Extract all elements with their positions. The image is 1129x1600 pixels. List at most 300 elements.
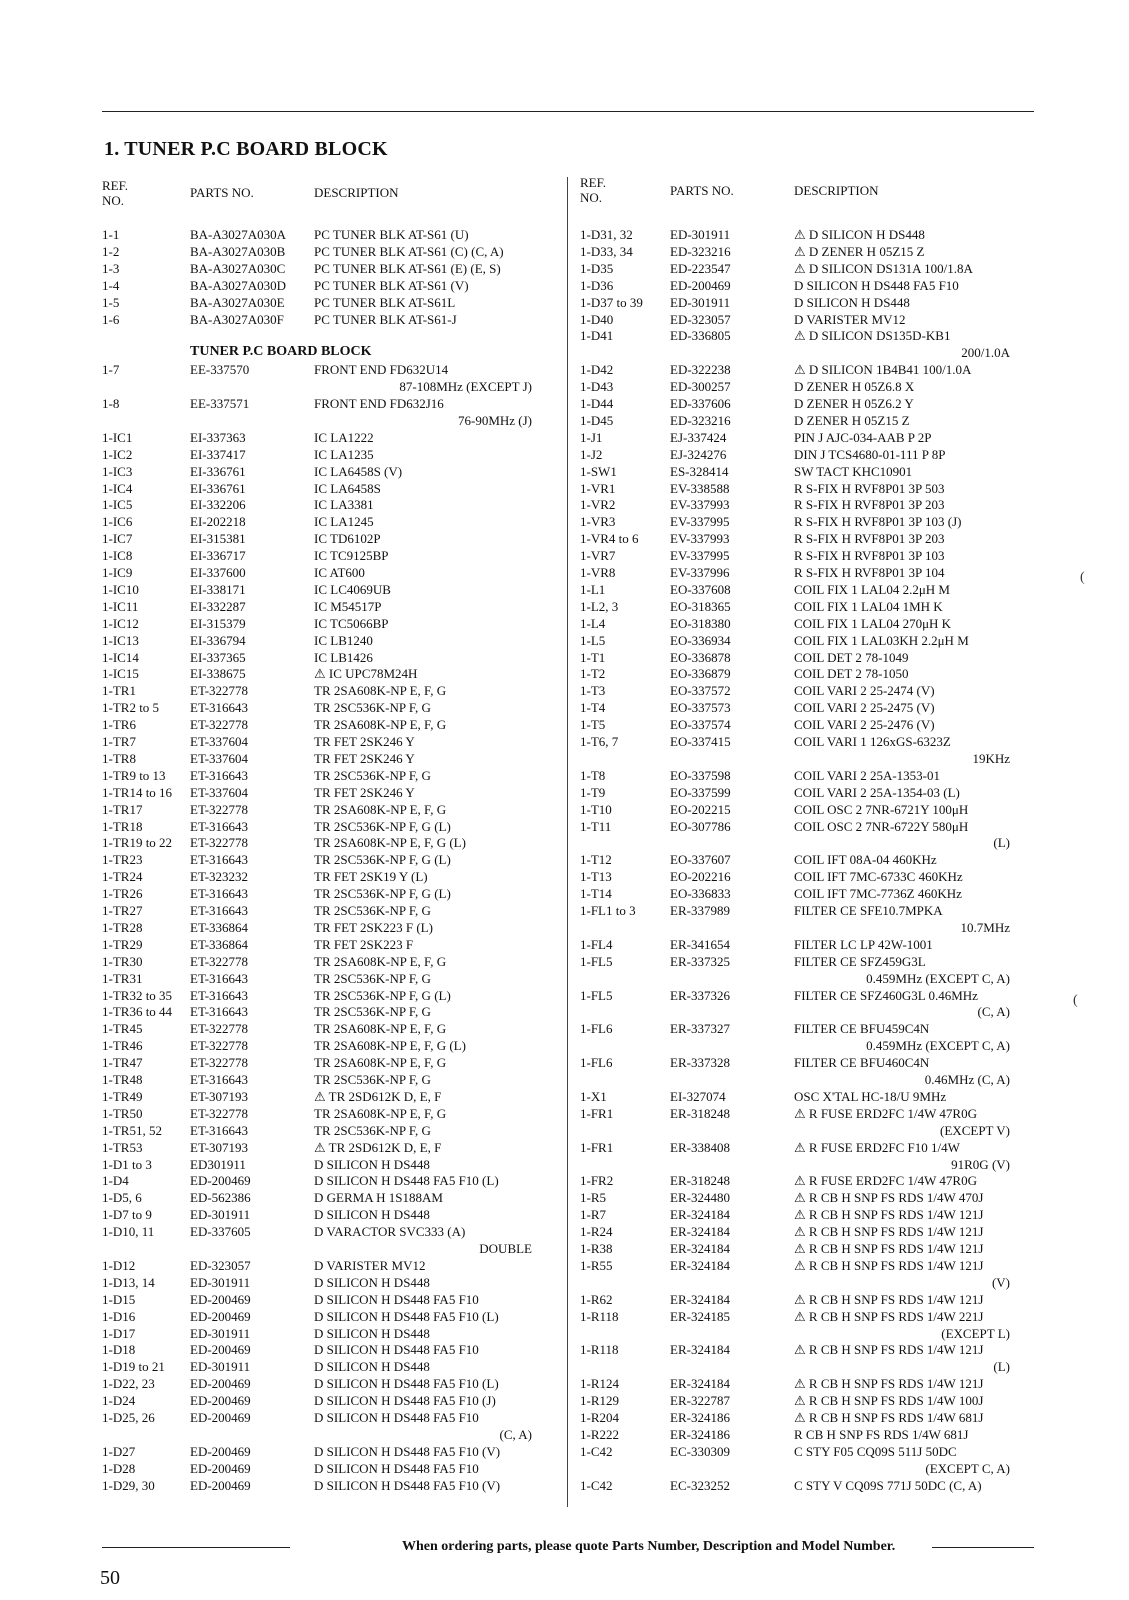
parts-row bbox=[102, 277, 532, 294]
ref-no-cell: 1-TR28 bbox=[102, 919, 143, 935]
parts-row bbox=[102, 649, 532, 666]
description-cell: COIL VARI 2 25-2474 (V) bbox=[794, 683, 935, 699]
ref-no-cell: 1-D7 to 9 bbox=[102, 1207, 152, 1223]
parts-row bbox=[580, 885, 1010, 902]
parts-row bbox=[102, 260, 532, 277]
parts-no-cell: BA-A3027A030E bbox=[190, 294, 285, 310]
parts-row bbox=[580, 615, 1010, 632]
ref-no-cell: 1-TR19 to 22 bbox=[102, 835, 173, 851]
parts-row bbox=[102, 615, 532, 632]
parts-row bbox=[102, 919, 532, 936]
parts-no-cell: ED-200469 bbox=[190, 1291, 251, 1307]
ref-no-cell: 1-TR31 bbox=[102, 970, 143, 986]
parts-no-cell: EV-337993 bbox=[670, 497, 730, 513]
description-cell: TR 2SC536K-NP F, G bbox=[314, 1072, 431, 1087]
description-cell: 0.459MHz (EXCEPT C, A) bbox=[866, 1038, 1010, 1054]
parts-no-cell: ED-323216 bbox=[670, 412, 731, 428]
parts-no-cell: ER-324480 bbox=[670, 1190, 730, 1206]
ref-no-cell: 1-VR4 to 6 bbox=[580, 531, 639, 547]
ref-no-cell: 1-D4 bbox=[102, 1173, 129, 1189]
description-cell: COIL FIX 1 LAL04 270μH K bbox=[794, 615, 952, 631]
parts-no-cell: EC-323252 bbox=[670, 1477, 730, 1493]
description-cell: IC LB1426 bbox=[314, 649, 373, 665]
description-cell: COIL VARI 2 25A-1353-01 bbox=[794, 767, 941, 783]
parts-row bbox=[580, 767, 1010, 784]
ref-no-cell: 1-TR48 bbox=[102, 1072, 143, 1087]
ref-no-cell: 1-T5 bbox=[580, 717, 606, 733]
parts-no-cell: ER-322787 bbox=[670, 1393, 730, 1409]
parts-row bbox=[580, 327, 1010, 344]
description-cell: PC TUNER BLK AT-S61 (U) bbox=[314, 227, 469, 242]
ref-no-cell: 1-SW1 bbox=[580, 463, 617, 479]
ref-no-cell: 1-D35 bbox=[580, 260, 614, 276]
description-cell: IC AT600 bbox=[314, 565, 365, 580]
parts-no-cell: ER-324184 bbox=[670, 1224, 730, 1240]
ref-no-cell: 1-D33, 34 bbox=[580, 243, 633, 259]
parts-row bbox=[580, 446, 1010, 463]
ref-no-cell: 1-D13, 14 bbox=[102, 1274, 155, 1290]
parts-row bbox=[102, 446, 532, 463]
parts-row bbox=[102, 1240, 532, 1257]
description-cell: ⚠ R CB H SNP FS RDS 1/4W 121J bbox=[794, 1342, 984, 1358]
description-cell: OSC X'TAL HC-18/U 9MHz bbox=[794, 1088, 947, 1104]
parts-no-cell: ER-337326 bbox=[670, 987, 730, 1003]
parts-no-cell: EO-336878 bbox=[670, 649, 731, 665]
parts-no-cell: BA-A3027A030C bbox=[190, 260, 286, 276]
parts-row bbox=[580, 1375, 1010, 1392]
description-cell: IC LA1235 bbox=[314, 446, 374, 462]
ref-no-cell: 1-IC12 bbox=[102, 615, 139, 631]
parts-no-cell: ET-307193 bbox=[190, 1088, 249, 1104]
parts-row bbox=[102, 1189, 532, 1206]
description-cell: TR FET 2SK223 F bbox=[314, 936, 414, 952]
ref-no-cell: 1-D29, 30 bbox=[102, 1477, 155, 1493]
parts-no-cell: ER-324186 bbox=[670, 1426, 730, 1442]
parts-row bbox=[580, 919, 1010, 936]
parts-row bbox=[580, 1223, 1010, 1240]
ref-no-cell: 1-8 bbox=[102, 396, 120, 411]
description-cell: TR 2SA608K-NP E, F, G bbox=[314, 801, 447, 817]
parts-no-cell: ED-301911 bbox=[670, 294, 731, 310]
parts-row bbox=[580, 243, 1010, 260]
parts-row bbox=[580, 598, 1010, 615]
parts-row bbox=[102, 632, 532, 649]
parts-row bbox=[102, 1392, 532, 1409]
ref-no-cell: 1-TR6 bbox=[102, 717, 136, 733]
parts-no-cell: ET-337604 bbox=[190, 734, 249, 749]
ref-no-cell: 1-3 bbox=[102, 260, 120, 276]
ref-no-cell: 1-T1 bbox=[580, 649, 606, 665]
parts-row bbox=[580, 581, 1010, 598]
parts-no-cell: ET-316643 bbox=[190, 818, 249, 834]
parts-no-cell: ET-307193 bbox=[190, 1139, 249, 1155]
parts-row bbox=[580, 480, 1010, 497]
parts-row bbox=[102, 784, 532, 801]
description-cell: PC TUNER BLK AT-S61 (E) (E, S) bbox=[314, 260, 501, 276]
description-cell: 0.459MHz (EXCEPT C, A) bbox=[866, 970, 1010, 986]
parts-no-cell: EO-318365 bbox=[670, 598, 731, 614]
parts-row bbox=[580, 987, 1010, 1004]
ref-no-cell: 1-R24 bbox=[580, 1224, 613, 1240]
description-cell: ⚠ R FUSE ERD2FC 1/4W 47R0G bbox=[794, 1173, 977, 1189]
description-cell: TR FET 2SK246 Y bbox=[314, 784, 415, 800]
parts-no-cell: EI-315379 bbox=[190, 615, 246, 631]
parts-no-cell: EO-337607 bbox=[670, 852, 731, 868]
ref-no-cell: 1-4 bbox=[102, 277, 120, 293]
parts-no-cell: ED-301911 bbox=[190, 1274, 251, 1290]
parts-row bbox=[102, 1341, 532, 1358]
parts-no-cell: EI-338675 bbox=[190, 666, 246, 682]
description-cell: TR 2SA608K-NP E, F, G bbox=[314, 683, 447, 699]
ref-no-cell: 1-IC15 bbox=[102, 666, 139, 682]
ref-no-cell: 1-TR45 bbox=[102, 1021, 143, 1037]
parts-row bbox=[102, 851, 532, 868]
ref-no-cell: 1-D37 to 39 bbox=[580, 294, 643, 310]
parts-row bbox=[102, 1071, 532, 1088]
description-cell: 19KHz bbox=[972, 750, 1010, 766]
parts-row bbox=[580, 1325, 1010, 1342]
ref-no-cell: 1-D36 bbox=[580, 277, 614, 293]
ref-no-cell: 1-T3 bbox=[580, 683, 606, 699]
ref-no-cell: 1-5 bbox=[102, 294, 120, 310]
description-cell: R S-FIX H RVF8P01 3P 203 bbox=[794, 497, 945, 513]
parts-row bbox=[580, 1392, 1010, 1409]
parts-row bbox=[102, 547, 532, 564]
parts-row bbox=[580, 1257, 1010, 1274]
description-cell: COIL FIX 1 LAL03KH 2.2μH M bbox=[794, 632, 969, 648]
description-header-left: DESCRIPTION bbox=[314, 185, 399, 200]
ref-no-cell: 1-L1 bbox=[580, 581, 606, 597]
description-cell: R S-FIX H RVF8P01 3P 503 bbox=[794, 480, 945, 496]
parts-row bbox=[102, 1426, 532, 1443]
parts-row bbox=[102, 1139, 532, 1156]
description-cell: DIN J TCS4680-01-111 P 8P bbox=[794, 446, 946, 462]
parts-row bbox=[580, 1240, 1010, 1257]
parts-no-cell: EO-337573 bbox=[670, 700, 731, 716]
parts-row bbox=[580, 496, 1010, 513]
parts-no-cell: ET-323232 bbox=[190, 869, 249, 885]
parts-row bbox=[102, 1020, 532, 1037]
parts-row bbox=[102, 936, 532, 953]
ref-no-cell: 1-R5 bbox=[580, 1190, 606, 1206]
parts-no-cell: ED-200469 bbox=[670, 277, 731, 293]
parts-no-header-left: PARTS NO. bbox=[190, 185, 254, 200]
parts-row bbox=[580, 953, 1010, 970]
description-cell: FILTER CE SFZ459G3L bbox=[794, 953, 926, 969]
parts-row bbox=[580, 1426, 1010, 1443]
ref-no-cell: 1-IC14 bbox=[102, 649, 139, 665]
description-cell: COIL IFT 7MC-7736Z 460KHz bbox=[794, 886, 962, 902]
parts-row bbox=[580, 1088, 1010, 1105]
parts-row bbox=[580, 530, 1010, 547]
parts-row bbox=[102, 1003, 532, 1020]
description-cell: DOUBLE bbox=[479, 1241, 532, 1256]
description-cell: 10.7MHz bbox=[960, 919, 1010, 935]
page-number: 50 bbox=[100, 1567, 120, 1589]
parts-no-cell: ER-324184 bbox=[670, 1257, 730, 1273]
description-cell: TR 2SA608K-NP E, F, G bbox=[314, 1055, 447, 1071]
ref-no-cell: 1-TR18 bbox=[102, 818, 143, 834]
parts-no-cell: EV-337996 bbox=[670, 565, 730, 580]
parts-no-cell: EI-336761 bbox=[190, 480, 246, 496]
parts-row bbox=[580, 1274, 1010, 1291]
parts-row bbox=[580, 716, 1010, 733]
parts-row bbox=[102, 699, 532, 716]
parts-row bbox=[102, 344, 532, 361]
description-cell: 91R0G (V) bbox=[951, 1156, 1010, 1172]
parts-row bbox=[102, 902, 532, 919]
parts-row bbox=[580, 226, 1010, 243]
parts-no-cell: ED-301911 bbox=[190, 1359, 251, 1375]
ref-no-cell: 1-IC8 bbox=[102, 548, 133, 564]
description-cell: (EXCEPT L) bbox=[941, 1325, 1010, 1341]
ref-no-cell: 1-IC1 bbox=[102, 429, 133, 445]
ref-no-cell: 1-D17 bbox=[102, 1325, 136, 1341]
parts-row bbox=[102, 294, 532, 311]
ref-no-cell: 1-R129 bbox=[580, 1393, 619, 1409]
parts-row bbox=[102, 1358, 532, 1375]
description-cell: IC TC9125BP bbox=[314, 548, 389, 564]
description-cell: D SILICON H DS448 bbox=[314, 1156, 430, 1172]
parts-row bbox=[102, 1206, 532, 1223]
ref-no-cell: 1-FL5 bbox=[580, 953, 613, 969]
parts-row bbox=[102, 1088, 532, 1105]
description-cell: C STY F05 CQ09S 511J 50DC bbox=[794, 1443, 957, 1459]
description-cell: C STY V CQ09S 771J 50DC (C, A) bbox=[794, 1477, 982, 1493]
parts-row bbox=[102, 818, 532, 835]
parts-row bbox=[102, 1156, 532, 1173]
parts-no-cell: ED-200469 bbox=[190, 1173, 251, 1189]
description-cell: IC TC5066BP bbox=[314, 615, 389, 631]
description-cell: TR 2SC536K-NP F, G bbox=[314, 903, 431, 918]
description-cell: D SILICON H DS448 bbox=[314, 1274, 430, 1290]
ref-no-cell: 1-VR2 bbox=[580, 497, 616, 513]
ref-header-line1: REF. bbox=[580, 175, 607, 190]
description-cell: R S-FIX H RVF8P01 3P 103 bbox=[794, 548, 945, 564]
description-cell: ⚠ D SILICON H DS448 bbox=[794, 227, 925, 242]
ref-header-line2: NO. bbox=[580, 190, 603, 205]
description-cell: COIL VARI 2 25A-1354-03 (L) bbox=[794, 784, 960, 800]
description-cell: ⚠ R FUSE ERD2FC F10 1/4W bbox=[794, 1139, 960, 1155]
parts-no-cell: ER-337327 bbox=[670, 1021, 730, 1037]
ref-no-cell: 1-TR30 bbox=[102, 953, 143, 969]
parts-no-cell: ED-200469 bbox=[190, 1342, 251, 1358]
parts-no-cell: EI-337365 bbox=[190, 649, 246, 665]
parts-row bbox=[580, 902, 1010, 919]
description-cell: ⚠ D SILICON DS131A 100/1.8A bbox=[794, 260, 973, 276]
ref-no-cell: 1-TR14 to 16 bbox=[102, 784, 173, 800]
parts-no-cell: EE-337570 bbox=[190, 362, 250, 378]
ref-no-cell: 1-TR47 bbox=[102, 1055, 143, 1071]
ref-no-cell: 1-TR27 bbox=[102, 903, 143, 918]
parts-no-cell: ET-337604 bbox=[190, 750, 249, 766]
ref-no-cell: 1-IC5 bbox=[102, 497, 133, 513]
parts-no-cell: ES-328414 bbox=[670, 463, 729, 479]
description-cell: COIL DET 2 78-1049 bbox=[794, 649, 909, 665]
description-header-right: DESCRIPTION bbox=[794, 183, 879, 198]
parts-no-cell: EV-337995 bbox=[670, 548, 730, 564]
description-cell: D SILICON H DS448 bbox=[314, 1359, 430, 1375]
description-cell: IC LA3381 bbox=[314, 497, 374, 513]
description-cell: COIL VARI 2 25-2475 (V) bbox=[794, 700, 935, 716]
description-cell: TR 2SC536K-NP F, G bbox=[314, 1004, 431, 1020]
description-cell: D SILICON H DS448 FA5 F10 (L) bbox=[314, 1173, 499, 1189]
parts-no-cell: ET-316643 bbox=[190, 903, 249, 918]
parts-no-cell: EO-202216 bbox=[670, 869, 731, 885]
description-cell: TR 2SA608K-NP E, F, G bbox=[314, 1105, 447, 1121]
description-cell: TR FET 2SK223 F (L) bbox=[314, 919, 433, 935]
parts-no-cell: ED-323057 bbox=[190, 1257, 251, 1273]
description-cell: ⚠ R CB H SNP FS RDS 1/4W 470J bbox=[794, 1190, 984, 1206]
parts-row bbox=[102, 412, 532, 429]
ref-no-cell: 1-T9 bbox=[580, 784, 606, 800]
ref-no-cell: 1-TR8 bbox=[102, 750, 136, 766]
parts-row bbox=[102, 1325, 532, 1342]
parts-row bbox=[580, 699, 1010, 716]
description-cell: ⚠ R CB H SNP FS RDS 1/4W 681J bbox=[794, 1410, 984, 1425]
parts-no-cell: ET-322778 bbox=[190, 683, 249, 699]
footer-rule-right bbox=[932, 1547, 1034, 1548]
ref-no-cell: 1-D27 bbox=[102, 1443, 136, 1459]
parts-row bbox=[580, 1477, 1010, 1494]
ref-no-cell: 1-IC7 bbox=[102, 531, 133, 547]
ref-no-cell: 1-R124 bbox=[580, 1376, 619, 1392]
parts-no-cell: ER-324184 bbox=[670, 1207, 730, 1223]
parts-row bbox=[580, 665, 1010, 682]
description-cell: D SILICON H DS448 FA5 F10 (V) bbox=[314, 1477, 501, 1493]
parts-no-cell: ER-337328 bbox=[670, 1055, 730, 1071]
ref-no-cell: 1-D18 bbox=[102, 1342, 136, 1358]
parts-row bbox=[580, 1341, 1010, 1358]
description-cell: ⚠ R CB H SNP FS RDS 1/4W 121J bbox=[794, 1224, 984, 1240]
ref-no-cell: 1-IC6 bbox=[102, 514, 133, 530]
ref-no-cell: 1-T10 bbox=[580, 801, 612, 817]
ref-no-cell: 1-T4 bbox=[580, 700, 606, 716]
parts-no-cell: EI-202218 bbox=[190, 514, 246, 530]
ref-no-cell: 1-D31, 32 bbox=[580, 227, 633, 242]
parts-row bbox=[580, 936, 1010, 953]
parts-no-cell: ED-200469 bbox=[190, 1477, 251, 1493]
parts-no-cell: EI-336717 bbox=[190, 548, 246, 564]
parts-row bbox=[102, 243, 532, 260]
parts-row bbox=[102, 311, 532, 328]
section-title: 1. TUNER P.C BOARD BLOCK bbox=[104, 138, 388, 160]
parts-row bbox=[580, 463, 1010, 480]
parts-no-cell: EI-332206 bbox=[190, 497, 246, 513]
ref-no-cell: 1-T12 bbox=[580, 852, 612, 868]
parts-no-cell: EO-336934 bbox=[670, 632, 731, 648]
description-cell: D SILICON H DS448 FA5 F10 bbox=[314, 1291, 479, 1307]
parts-no-cell: ED-223547 bbox=[670, 260, 731, 276]
parts-row bbox=[102, 327, 532, 344]
ref-no-cell: 1-TR36 to 44 bbox=[102, 1004, 173, 1020]
parts-row bbox=[580, 784, 1010, 801]
parts-row bbox=[102, 1308, 532, 1325]
parts-row bbox=[580, 547, 1010, 564]
description-cell: ⚠ IC UPC78M24H bbox=[314, 666, 418, 682]
parts-no-cell: EO-337599 bbox=[670, 784, 731, 800]
description-cell: COIL DET 2 78-1050 bbox=[794, 666, 909, 682]
description-cell: FILTER CE BFU459C4N bbox=[794, 1021, 930, 1037]
parts-row bbox=[102, 1223, 532, 1240]
ref-no-cell: 1-TR23 bbox=[102, 852, 143, 868]
ref-no-cell: 1-D22, 23 bbox=[102, 1376, 155, 1392]
column-divider bbox=[567, 177, 568, 1507]
description-cell: COIL OSC 2 7NR-6722Y 580μH bbox=[794, 818, 969, 834]
ref-no-cell: 1-T2 bbox=[580, 666, 606, 682]
ref-no-cell: 1-D40 bbox=[580, 311, 614, 327]
ref-no-header-left bbox=[102, 178, 128, 208]
parts-no-cell: EI-336761 bbox=[190, 463, 246, 479]
ref-no-cell: 1-TR53 bbox=[102, 1139, 143, 1155]
description-cell: (L) bbox=[993, 835, 1010, 851]
description-cell: TR 2SA608K-NP E, F, G bbox=[314, 1021, 447, 1037]
parts-row bbox=[580, 818, 1010, 835]
description-cell: TR 2SC536K-NP F, G bbox=[314, 1122, 431, 1138]
parts-row bbox=[102, 665, 532, 682]
block-subheader: TUNER P.C BOARD BLOCK bbox=[190, 344, 372, 359]
parts-row bbox=[102, 581, 532, 598]
ref-no-cell: 1-D15 bbox=[102, 1291, 136, 1307]
description-cell: IC M54517P bbox=[314, 598, 382, 614]
ref-no-cell: 1-TR51, 52 bbox=[102, 1122, 162, 1138]
ref-no-cell: 1-X1 bbox=[580, 1088, 607, 1104]
parts-row bbox=[102, 885, 532, 902]
ref-no-cell: 1-J2 bbox=[580, 446, 603, 462]
parts-row bbox=[102, 716, 532, 733]
description-cell: (EXCEPT V) bbox=[940, 1122, 1010, 1138]
parts-row bbox=[580, 1460, 1010, 1477]
description-cell: D SILICON H DS448 FA5 F10 bbox=[314, 1460, 479, 1476]
parts-no-cell: ED-323216 bbox=[670, 243, 731, 259]
description-cell: D ZENER H 05Z6.8 X bbox=[794, 379, 915, 395]
parts-row bbox=[580, 649, 1010, 666]
ref-no-cell: 1-VR8 bbox=[580, 565, 616, 580]
parts-no-cell: BA-A3027A030D bbox=[190, 277, 287, 293]
parts-row bbox=[580, 378, 1010, 395]
parts-no-cell: ED-336805 bbox=[670, 328, 731, 344]
parts-row bbox=[102, 564, 532, 581]
parts-row bbox=[580, 429, 1010, 446]
parts-no-cell: EO-337574 bbox=[670, 717, 731, 733]
parts-no-cell: EO-202215 bbox=[670, 801, 731, 817]
description-cell: PC TUNER BLK AT-S61 (C) (C, A) bbox=[314, 243, 504, 259]
parts-row bbox=[580, 1189, 1010, 1206]
parts-row bbox=[102, 987, 532, 1004]
description-cell: ⚠ R CB H SNP FS RDS 1/4W 121J bbox=[794, 1291, 984, 1307]
ref-no-cell: 1-D44 bbox=[580, 396, 614, 411]
ref-no-cell: 1-J1 bbox=[580, 429, 603, 445]
description-cell: 200/1.0A bbox=[961, 345, 1010, 361]
description-cell: D SILICON H DS448 FA5 F10 (J) bbox=[314, 1393, 496, 1409]
ref-header-line2: NO. bbox=[102, 193, 125, 208]
parts-row bbox=[102, 1172, 532, 1189]
description-cell: R CB H SNP FS RDS 1/4W 681J bbox=[794, 1426, 969, 1442]
parts-no-cell: ED-301911 bbox=[190, 1325, 251, 1341]
description-cell: COIL FIX 1 LAL04 2.2μH M bbox=[794, 581, 950, 597]
parts-no-cell: ED-200469 bbox=[190, 1460, 251, 1476]
parts-row bbox=[580, 412, 1010, 429]
ref-no-cell: 1-D42 bbox=[580, 362, 614, 378]
description-cell: IC TD6102P bbox=[314, 531, 381, 547]
description-cell: IC LA1222 bbox=[314, 429, 374, 445]
description-cell: TR 2SC536K-NP F, G bbox=[314, 970, 431, 986]
ref-no-cell: 1-TR32 to 35 bbox=[102, 987, 173, 1003]
parts-row bbox=[102, 513, 532, 530]
parts-no-cell: ED-562386 bbox=[190, 1190, 251, 1206]
parts-no-cell: ET-316643 bbox=[190, 767, 249, 783]
parts-no-cell: ED-301911 bbox=[670, 227, 731, 242]
